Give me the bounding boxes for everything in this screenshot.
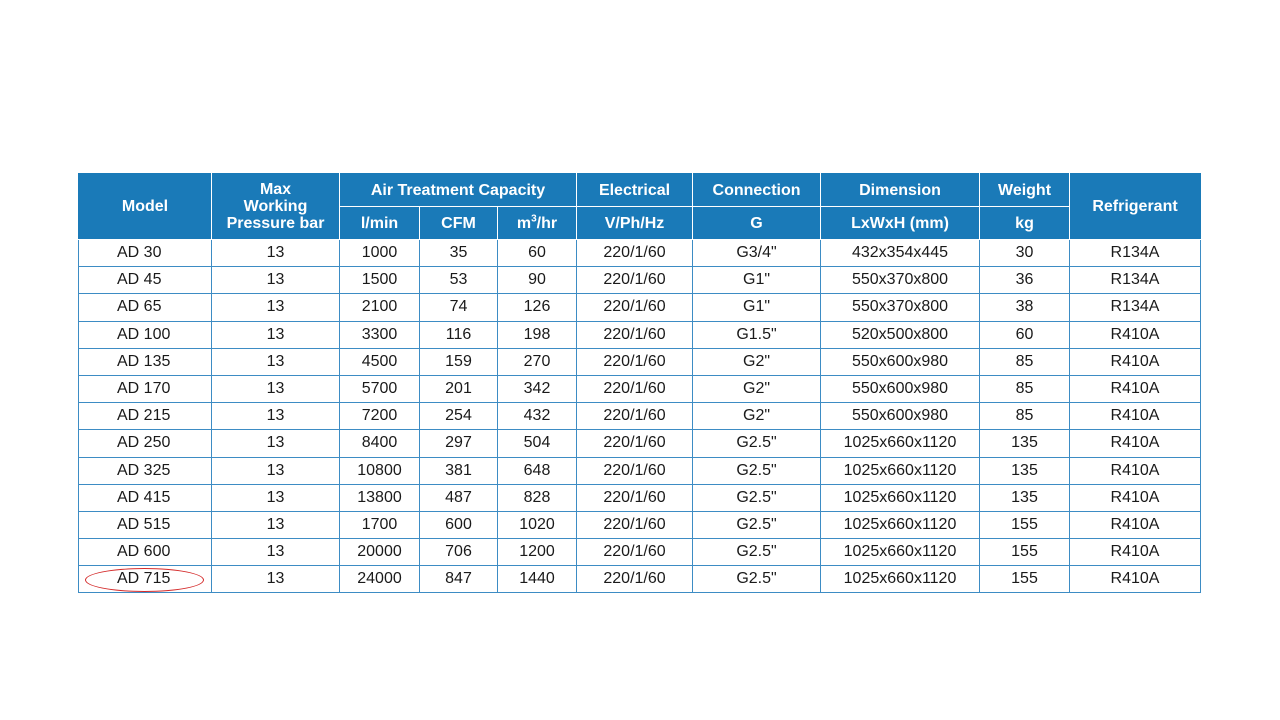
cell-refrigerant	[1070, 566, 1201, 593]
cell-refrigerant-text: R134A	[1110, 271, 1160, 289]
cell-electrical	[577, 430, 693, 457]
cell-model	[79, 375, 212, 402]
cell-refrigerant-text: R134A	[1110, 244, 1160, 262]
cell-weight-text: 135	[1011, 461, 1038, 479]
cell-electrical-text: 220/1/60	[603, 461, 666, 479]
cell-cfm	[420, 566, 498, 593]
cell-weight	[980, 430, 1070, 457]
cell-pressure-text: 13	[266, 488, 285, 506]
cell-connection	[693, 430, 821, 457]
cell-refrigerant	[1070, 511, 1201, 538]
cell-model-text: AD 215	[117, 407, 171, 425]
cell-m3hr-text: 1020	[519, 515, 555, 533]
cell-model-text: AD 415	[117, 488, 171, 506]
cell-pressure	[212, 321, 340, 348]
cell-connection-text: G2.5"	[736, 461, 777, 479]
cell-model-text: AD 515	[117, 515, 171, 533]
header-row-top	[79, 174, 1201, 207]
cell-refrigerant	[1070, 267, 1201, 294]
cell-dimension-text: 550x600x980	[851, 380, 949, 398]
cell-weight	[980, 511, 1070, 538]
table-row	[79, 375, 1201, 402]
cell-connection-text: G1"	[743, 298, 771, 316]
cell-m3hr	[498, 539, 577, 566]
cell-cfm	[420, 539, 498, 566]
cell-dimension-text: 1025x660x1120	[843, 461, 957, 479]
cell-m3hr-text: 1200	[519, 543, 555, 561]
table-body	[79, 240, 1201, 593]
cell-pressure	[212, 511, 340, 538]
cell-cfm	[420, 484, 498, 511]
cell-pressure	[212, 484, 340, 511]
cell-refrigerant-text: R134A	[1110, 298, 1160, 316]
cell-m3hr-text: 126	[523, 298, 551, 316]
table-row	[79, 430, 1201, 457]
cell-electrical-text: 220/1/60	[603, 407, 666, 425]
cell-weight	[980, 566, 1070, 593]
cell-connection	[693, 566, 821, 593]
cell-pressure	[212, 430, 340, 457]
cell-weight	[980, 294, 1070, 321]
cell-electrical	[577, 294, 693, 321]
cell-connection	[693, 321, 821, 348]
cell-weight-text: 135	[1011, 488, 1038, 506]
cell-pressure	[212, 375, 340, 402]
cell-pressure-text: 13	[266, 515, 285, 533]
cell-dimension-text: 1025x660x1120	[843, 543, 957, 561]
cell-weight	[980, 457, 1070, 484]
cell-cfm-text: 53	[449, 271, 468, 289]
header-weight: Weight	[980, 174, 1070, 207]
cell-model	[79, 430, 212, 457]
cell-refrigerant	[1070, 294, 1201, 321]
cell-lmin	[340, 484, 420, 511]
cell-dimension	[821, 403, 980, 430]
cell-dimension-text: 1025x660x1120	[843, 570, 957, 588]
cell-cfm-text: 297	[445, 434, 472, 452]
cell-pressure	[212, 566, 340, 593]
cell-weight-text: 36	[1015, 271, 1034, 289]
cell-cfm	[420, 348, 498, 375]
cell-refrigerant-text: R410A	[1110, 515, 1160, 533]
cell-cfm	[420, 294, 498, 321]
cell-electrical	[577, 457, 693, 484]
cell-lmin-text: 1700	[361, 515, 398, 533]
cell-m3hr	[498, 267, 577, 294]
cell-dimension	[821, 511, 980, 538]
cell-cfm	[420, 375, 498, 402]
cell-connection-text: G2.5"	[736, 434, 777, 452]
header-dimension-unit: LxWxH (mm)	[821, 207, 980, 240]
cell-dimension-text: 520x500x800	[851, 325, 949, 343]
cell-pressure-text: 13	[266, 271, 285, 289]
cell-lmin	[340, 348, 420, 375]
cell-cfm	[420, 457, 498, 484]
header-connection-unit: G	[693, 207, 821, 240]
cell-electrical-text: 220/1/60	[603, 570, 666, 588]
cell-model-text: AD 30	[117, 244, 162, 262]
header-connection: Connection	[693, 174, 821, 207]
cell-m3hr	[498, 511, 577, 538]
cell-m3hr-text: 648	[523, 461, 551, 479]
cell-lmin	[340, 294, 420, 321]
cell-dimension-text: 550x600x980	[851, 352, 949, 370]
cell-dimension	[821, 240, 980, 267]
cell-electrical	[577, 240, 693, 267]
cell-electrical	[577, 403, 693, 430]
cell-model-text: AD 135	[117, 352, 171, 370]
cell-model-text: AD 600	[117, 543, 171, 561]
cell-cfm-text: 74	[449, 298, 468, 316]
cell-pressure	[212, 240, 340, 267]
cell-pressure	[212, 403, 340, 430]
cell-dimension-text: 432x354x445	[851, 244, 949, 262]
cell-connection-text: G1"	[743, 271, 771, 289]
table-row	[79, 403, 1201, 430]
cell-refrigerant	[1070, 348, 1201, 375]
table-row	[79, 294, 1201, 321]
cell-m3hr	[498, 403, 577, 430]
cell-pressure-text: 13	[266, 570, 285, 588]
cell-connection	[693, 267, 821, 294]
cell-connection	[693, 348, 821, 375]
cell-m3hr	[498, 321, 577, 348]
cell-m3hr	[498, 294, 577, 321]
cell-lmin	[340, 375, 420, 402]
cell-m3hr	[498, 240, 577, 267]
cell-electrical-text: 220/1/60	[603, 515, 666, 533]
cell-dimension	[821, 348, 980, 375]
cell-model	[79, 566, 212, 593]
cell-refrigerant-text: R410A	[1110, 325, 1160, 343]
cell-weight	[980, 267, 1070, 294]
header-capacity: Air Treatment Capacity	[340, 174, 577, 207]
cell-model	[79, 539, 212, 566]
cell-m3hr	[498, 348, 577, 375]
table-row	[79, 348, 1201, 375]
cell-dimension	[821, 484, 980, 511]
header-refrigerant: Refrigerant	[1070, 174, 1201, 240]
cell-lmin-text: 5700	[361, 380, 398, 398]
cell-connection	[693, 457, 821, 484]
table-row	[79, 267, 1201, 294]
cell-lmin-text: 10800	[357, 461, 402, 479]
cell-pressure-text: 13	[266, 407, 285, 425]
cell-m3hr-text: 60	[528, 244, 546, 262]
cell-weight	[980, 321, 1070, 348]
cell-m3hr-text: 1440	[519, 570, 555, 588]
cell-lmin	[340, 457, 420, 484]
cell-pressure	[212, 539, 340, 566]
cell-m3hr	[498, 430, 577, 457]
cell-dimension-text: 550x370x800	[851, 271, 949, 289]
cell-connection-text: G3/4"	[736, 244, 777, 262]
spec-table-container	[78, 173, 1200, 593]
cell-model-text: AD 250	[117, 434, 171, 452]
cell-pressure	[212, 267, 340, 294]
header-m3hr	[498, 207, 577, 240]
cell-m3hr	[498, 484, 577, 511]
cell-m3hr	[498, 566, 577, 593]
cell-electrical-text: 220/1/60	[603, 434, 666, 452]
cell-weight-text: 30	[1015, 244, 1034, 262]
cell-lmin-text: 4500	[361, 352, 398, 370]
cell-pressure-text: 13	[266, 244, 285, 262]
cell-pressure-text: 13	[266, 380, 285, 398]
cell-model-text: AD 45	[117, 271, 162, 289]
spec-table	[78, 173, 1201, 593]
header-m3hr-tail: /hr	[536, 214, 558, 232]
cell-connection-text: G2"	[743, 352, 771, 370]
cell-pressure-text: 13	[266, 298, 285, 316]
cell-dimension-text: 550x370x800	[851, 298, 949, 316]
cell-connection	[693, 375, 821, 402]
table-row	[79, 484, 1201, 511]
cell-electrical-text: 220/1/60	[603, 352, 666, 370]
cell-lmin	[340, 430, 420, 457]
cell-refrigerant	[1070, 484, 1201, 511]
cell-model-text: AD 170	[117, 380, 171, 398]
cell-pressure-text: 13	[266, 461, 285, 479]
cell-connection-text: G2.5"	[736, 543, 777, 561]
cell-cfm	[420, 403, 498, 430]
cell-weight	[980, 240, 1070, 267]
header-weight-unit: kg	[980, 207, 1070, 240]
cell-cfm-text: 254	[445, 407, 472, 425]
cell-cfm-text: 35	[449, 244, 468, 262]
cell-connection	[693, 484, 821, 511]
cell-m3hr-text: 504	[523, 434, 551, 452]
cell-m3hr-text: 198	[523, 325, 551, 343]
cell-cfm	[420, 511, 498, 538]
cell-connection	[693, 539, 821, 566]
cell-electrical	[577, 539, 693, 566]
cell-cfm-text: 201	[445, 380, 472, 398]
header-pressure-line-1: Max	[259, 181, 292, 198]
cell-cfm	[420, 321, 498, 348]
cell-refrigerant	[1070, 403, 1201, 430]
cell-m3hr-text: 828	[523, 488, 551, 506]
cell-m3hr-text: 342	[523, 380, 551, 398]
cell-dimension	[821, 430, 980, 457]
header-electrical: Electrical	[577, 174, 693, 207]
cell-lmin	[340, 403, 420, 430]
cell-lmin-text: 3300	[361, 325, 398, 343]
cell-weight-text: 135	[1011, 434, 1038, 452]
cell-refrigerant	[1070, 539, 1201, 566]
cell-dimension	[821, 457, 980, 484]
cell-dimension	[821, 294, 980, 321]
cell-weight-text: 85	[1015, 380, 1034, 398]
header-pressure-line-3: Pressure bar	[226, 215, 325, 232]
cell-connection-text: G2"	[743, 380, 771, 398]
cell-connection-text: G1.5"	[736, 325, 777, 343]
table-row	[79, 240, 1201, 267]
cell-pressure-text: 13	[266, 325, 285, 343]
cell-pressure	[212, 457, 340, 484]
cell-electrical	[577, 375, 693, 402]
cell-m3hr	[498, 457, 577, 484]
cell-m3hr-text: 270	[523, 352, 551, 370]
cell-refrigerant-text: R410A	[1110, 488, 1160, 506]
cell-lmin-text: 7200	[361, 407, 398, 425]
cell-electrical-text: 220/1/60	[603, 244, 666, 262]
cell-lmin	[340, 240, 420, 267]
cell-weight-text: 85	[1015, 407, 1034, 425]
cell-dimension	[821, 539, 980, 566]
cell-weight-text: 85	[1015, 352, 1034, 370]
cell-lmin	[340, 539, 420, 566]
cell-cfm-text: 159	[445, 352, 472, 370]
cell-connection	[693, 240, 821, 267]
cell-pressure-text: 13	[266, 352, 285, 370]
cell-dimension-text: 1025x660x1120	[843, 434, 957, 452]
cell-refrigerant-text: R410A	[1110, 570, 1160, 588]
cell-weight-text: 155	[1011, 543, 1038, 561]
cell-weight-text: 60	[1015, 325, 1034, 343]
cell-dimension	[821, 267, 980, 294]
header-m3hr-sup: 3	[531, 213, 537, 225]
cell-weight-text: 155	[1011, 570, 1038, 588]
cell-m3hr	[498, 375, 577, 402]
cell-model-text: AD 325	[117, 461, 171, 479]
header-cfm: CFM	[420, 207, 498, 240]
cell-model-text: AD 100	[117, 325, 171, 343]
cell-dimension	[821, 321, 980, 348]
cell-connection-text: G2"	[743, 407, 771, 425]
cell-electrical-text: 220/1/60	[603, 271, 666, 289]
cell-refrigerant	[1070, 375, 1201, 402]
cell-refrigerant-text: R410A	[1110, 434, 1160, 452]
cell-weight	[980, 539, 1070, 566]
cell-dimension	[821, 375, 980, 402]
cell-cfm-text: 847	[445, 570, 472, 588]
cell-weight	[980, 375, 1070, 402]
cell-electrical-text: 220/1/60	[603, 488, 666, 506]
cell-model	[79, 484, 212, 511]
header-pressure-line-2: Working	[243, 198, 308, 215]
cell-model	[79, 240, 212, 267]
cell-electrical-text: 220/1/60	[603, 380, 666, 398]
cell-electrical	[577, 566, 693, 593]
cell-model	[79, 321, 212, 348]
cell-dimension	[821, 566, 980, 593]
cell-cfm	[420, 240, 498, 267]
cell-refrigerant	[1070, 457, 1201, 484]
cell-dimension-text: 1025x660x1120	[843, 515, 957, 533]
cell-model	[79, 267, 212, 294]
cell-electrical-text: 220/1/60	[603, 298, 666, 316]
header-lmin: l/min	[340, 207, 420, 240]
cell-lmin	[340, 267, 420, 294]
cell-cfm-text: 116	[445, 325, 472, 343]
cell-m3hr-text: 90	[528, 271, 546, 289]
cell-refrigerant-text: R410A	[1110, 380, 1160, 398]
cell-connection	[693, 511, 821, 538]
header-vphhz: V/Ph/Hz	[577, 207, 693, 240]
cell-electrical	[577, 484, 693, 511]
cell-lmin	[340, 566, 420, 593]
cell-electrical	[577, 321, 693, 348]
cell-model-text: AD 65	[117, 298, 162, 316]
cell-lmin-text: 1500	[361, 271, 398, 289]
cell-model	[79, 348, 212, 375]
cell-refrigerant	[1070, 430, 1201, 457]
cell-electrical	[577, 348, 693, 375]
cell-cfm-text: 487	[445, 488, 472, 506]
cell-cfm-text: 706	[445, 543, 472, 561]
cell-dimension-text: 550x600x980	[851, 407, 949, 425]
table-row	[79, 566, 1201, 593]
cell-model	[79, 294, 212, 321]
table-row	[79, 457, 1201, 484]
cell-connection-text: G2.5"	[736, 488, 777, 506]
cell-connection-text: G2.5"	[736, 515, 777, 533]
cell-pressure	[212, 294, 340, 321]
cell-model	[79, 511, 212, 538]
cell-lmin-text: 13800	[357, 488, 402, 506]
table-row	[79, 511, 1201, 538]
cell-refrigerant	[1070, 240, 1201, 267]
cell-connection	[693, 403, 821, 430]
cell-cfm-text: 600	[445, 515, 472, 533]
cell-refrigerant-text: R410A	[1110, 407, 1160, 425]
cell-model	[79, 457, 212, 484]
cell-refrigerant-text: R410A	[1110, 461, 1160, 479]
cell-lmin-text: 1000	[361, 244, 398, 262]
cell-weight	[980, 403, 1070, 430]
table-row	[79, 539, 1201, 566]
cell-refrigerant-text: R410A	[1110, 543, 1160, 561]
header-m3hr-base: m	[516, 214, 532, 232]
cell-m3hr-text: 432	[523, 407, 551, 425]
cell-pressure	[212, 348, 340, 375]
cell-model-text: AD 715	[117, 570, 171, 588]
cell-refrigerant	[1070, 321, 1201, 348]
header-dimension: Dimension	[821, 174, 980, 207]
cell-lmin-text: 8400	[361, 434, 398, 452]
cell-lmin-text: 20000	[357, 543, 402, 561]
cell-electrical-text: 220/1/60	[603, 325, 666, 343]
cell-electrical-text: 220/1/60	[603, 543, 666, 561]
cell-pressure-text: 13	[266, 434, 285, 452]
cell-electrical	[577, 267, 693, 294]
cell-cfm-text: 381	[445, 461, 472, 479]
cell-cfm	[420, 430, 498, 457]
header-pressure	[212, 174, 340, 240]
cell-electrical	[577, 511, 693, 538]
cell-lmin-text: 24000	[357, 570, 402, 588]
cell-pressure-text: 13	[266, 543, 285, 561]
cell-refrigerant-text: R410A	[1110, 352, 1160, 370]
table-row	[79, 321, 1201, 348]
cell-weight-text: 38	[1015, 298, 1034, 316]
header-model: Model	[79, 174, 212, 240]
cell-connection-text: G2.5"	[736, 570, 777, 588]
cell-lmin-text: 2100	[361, 298, 398, 316]
cell-lmin	[340, 511, 420, 538]
cell-weight	[980, 348, 1070, 375]
cell-weight-text: 155	[1011, 515, 1038, 533]
cell-dimension-text: 1025x660x1120	[843, 488, 957, 506]
cell-cfm	[420, 267, 498, 294]
cell-model	[79, 403, 212, 430]
cell-connection	[693, 294, 821, 321]
cell-lmin	[340, 321, 420, 348]
cell-weight	[980, 484, 1070, 511]
